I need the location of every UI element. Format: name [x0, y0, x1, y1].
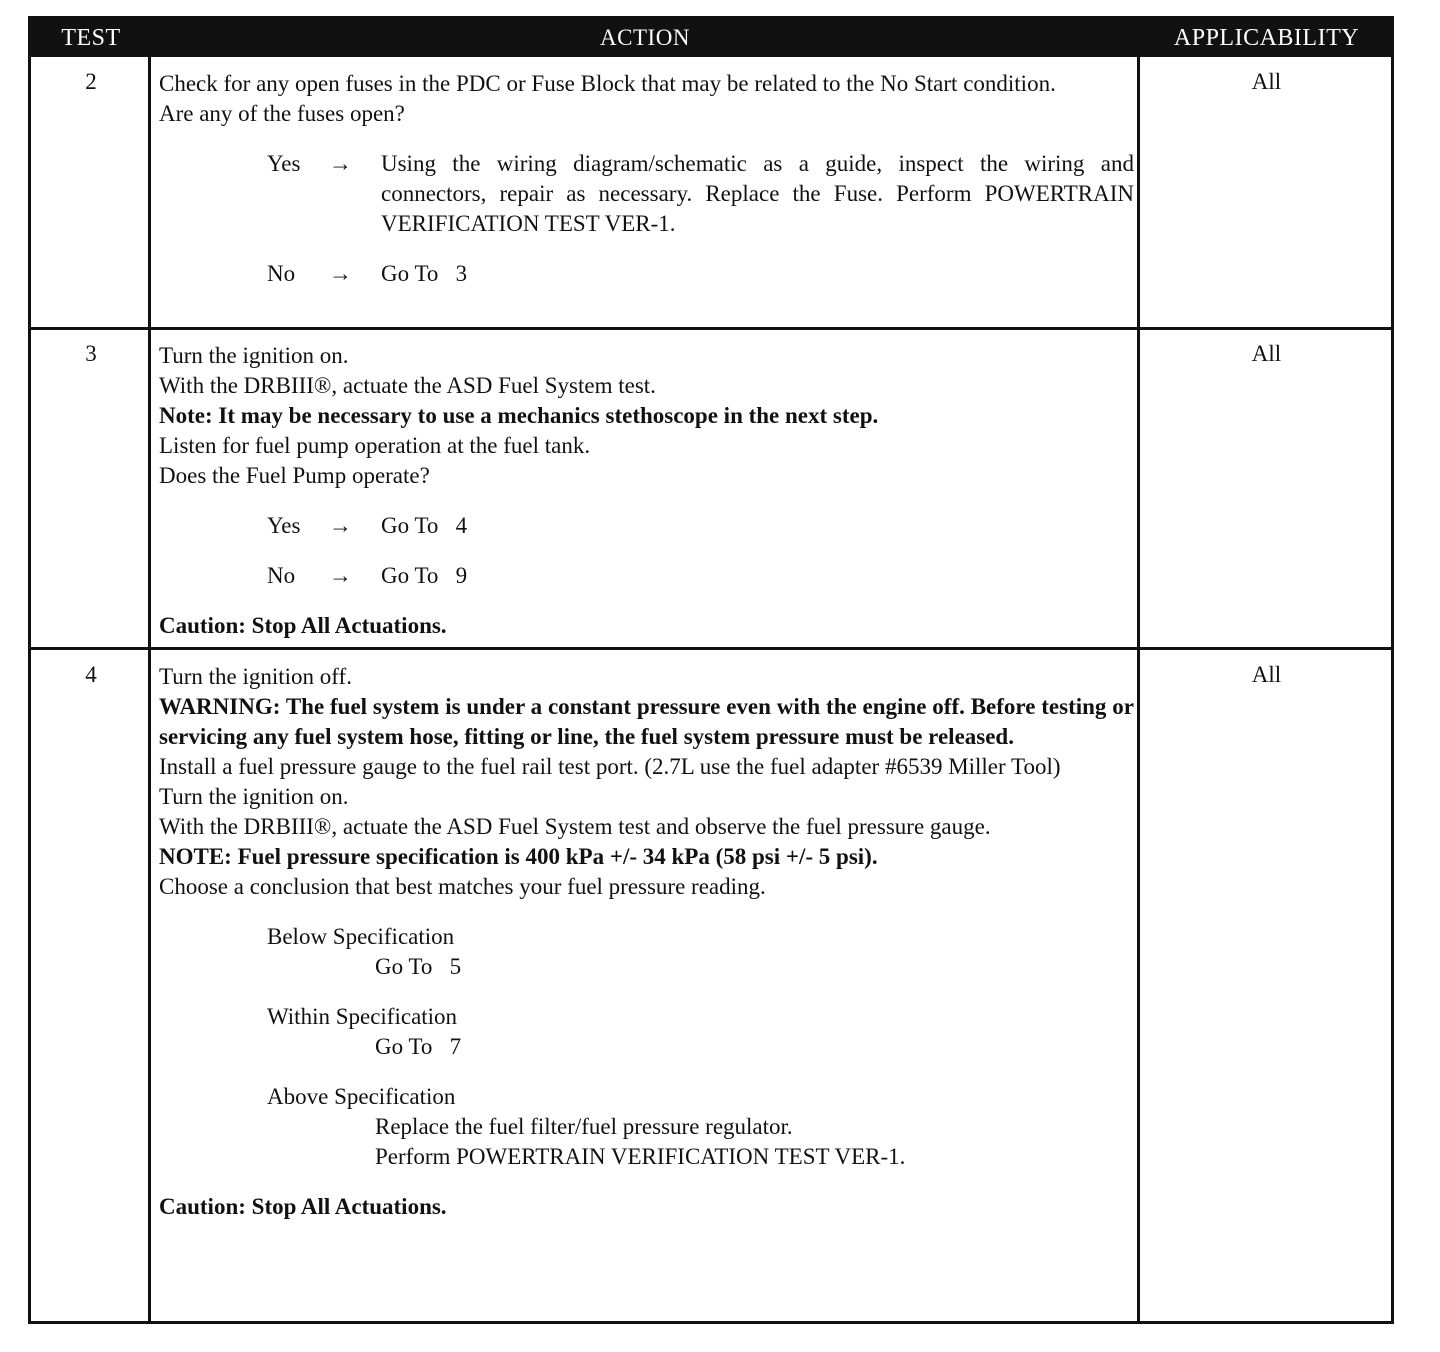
- applicability-value: All: [1251, 341, 1282, 366]
- arrow-icon: →: [329, 151, 352, 176]
- header-applicability: APPLICABILITY: [1139, 19, 1394, 57]
- test-number: 3: [85, 341, 97, 366]
- action-question: Does the Fuel Pump operate?: [159, 463, 430, 488]
- yes-result: Go To 4: [381, 513, 468, 538]
- action-cell: [159, 69, 1134, 289]
- yes-label: Yes: [267, 151, 301, 176]
- test-number: 2: [85, 69, 97, 94]
- applicability-value: All: [1251, 662, 1282, 687]
- yes-branch: [159, 511, 1134, 541]
- arrow-icon: →: [329, 261, 352, 286]
- arrow-icon: →: [329, 563, 352, 588]
- yes-branch: [159, 149, 1134, 239]
- column-divider: [1137, 57, 1140, 1321]
- no-label: No: [267, 563, 296, 588]
- no-branch: [159, 259, 1134, 289]
- no-label: No: [267, 261, 296, 286]
- row-divider: [31, 327, 1391, 330]
- conclusion-result: Replace the fuel filter/fuel pressure regulator.: [375, 1114, 793, 1139]
- row-divider: [31, 647, 1391, 650]
- action-cell: [159, 662, 1134, 1222]
- yes-result: Using the wiring diagram/schematic as a guide, inspect the wiring and connectors, repair as necessary. Replace the Fuse. Perform POWERTRAIN VERIFICATION TEST VER-1.: [381, 151, 1134, 236]
- conclusion-within: [159, 1002, 1134, 1062]
- conclusion-label: Within Specification: [267, 1004, 458, 1029]
- action-text: With the DRBIII®, actuate the ASD Fuel System test.: [159, 373, 656, 398]
- note-text: NOTE: Fuel pressure specification is 400 kPa +/- 34 kPa (58 psi +/- 5 psi).: [159, 844, 878, 869]
- action-text: Install a fuel pressure gauge to the fuel rail test port. (2.7L use the fuel adapter #6539 Miller Tool): [159, 754, 1061, 779]
- conclusion-label: Above Specification: [267, 1084, 456, 1109]
- conclusion-result: Go To 7: [375, 1034, 462, 1059]
- diagnostic-table: [28, 16, 1394, 1324]
- header-test: TEST: [31, 19, 151, 57]
- action-text: Check for any open fuses in the PDC or Fuse Block that may be related to the No Start condition.: [159, 71, 1056, 96]
- caution-text: Caution: Stop All Actuations.: [159, 613, 447, 638]
- applicability-value: All: [1251, 69, 1282, 94]
- action-text: With the DRBIII®, actuate the ASD Fuel System test and observe the fuel pressure gauge.: [159, 814, 991, 839]
- conclusion-above: [159, 1082, 1134, 1172]
- caution-text: Caution: Stop All Actuations.: [159, 1194, 447, 1219]
- action-question: Are any of the fuses open?: [159, 101, 405, 126]
- yes-label: Yes: [267, 513, 301, 538]
- header-action: ACTION: [151, 19, 1139, 57]
- conclusion-result: Go To 5: [375, 954, 462, 979]
- action-text: Turn the ignition on.: [159, 343, 349, 368]
- conclusion-label: Below Specification: [267, 924, 455, 949]
- test-number: 4: [85, 662, 97, 687]
- action-text: Listen for fuel pump operation at the fuel tank.: [159, 433, 591, 458]
- conclusion-result: Perform POWERTRAIN VERIFICATION TEST VER-1.: [375, 1144, 906, 1169]
- arrow-icon: →: [329, 513, 352, 538]
- no-result: Go To 3: [381, 261, 468, 286]
- action-text: Choose a conclusion that best matches your fuel pressure reading.: [159, 874, 766, 899]
- note-text: Note: It may be necessary to use a mechanics stethoscope in the next step.: [159, 403, 879, 428]
- action-text: Turn the ignition on.: [159, 784, 349, 809]
- action-text: Turn the ignition off.: [159, 664, 352, 689]
- no-result: Go To 9: [381, 563, 468, 588]
- no-branch: [159, 561, 1134, 591]
- action-cell: [159, 341, 1134, 641]
- column-divider: [148, 57, 151, 1321]
- conclusion-below: [159, 922, 1134, 982]
- warning-text: WARNING: The fuel system is under a constant pressure even with the engine off. Before testing or servicing any fuel system hose, fitting or line, the fuel system pressure must be released.: [159, 694, 1134, 749]
